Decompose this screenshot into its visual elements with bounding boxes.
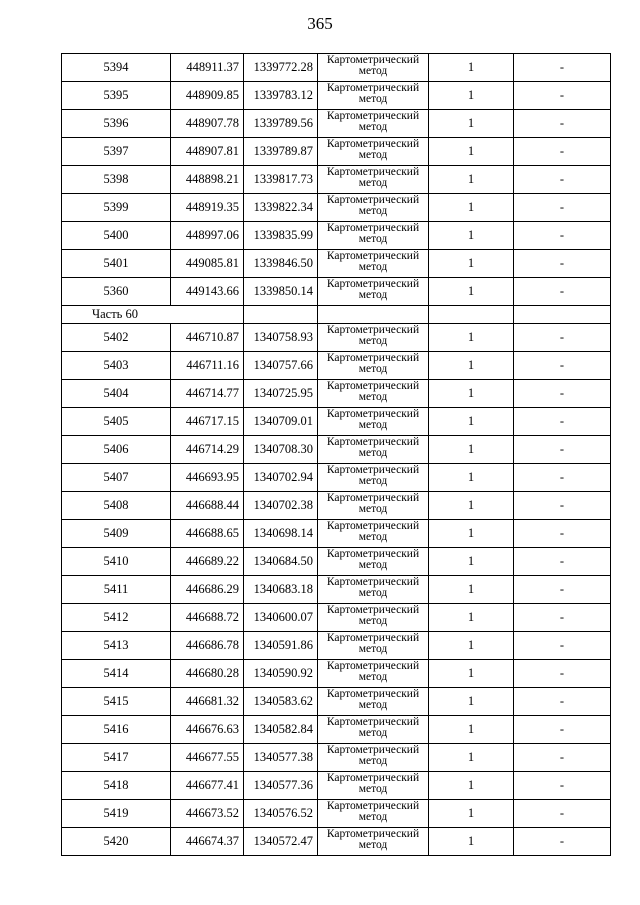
x-coordinate-cell: 446686.78 (171, 632, 244, 660)
x-coordinate-cell: 446689.22 (171, 548, 244, 576)
method-line-1: Картометрический (326, 828, 420, 840)
method-line-1: Картометрический (326, 464, 420, 476)
y-coordinate-cell: 1339817.73 (244, 166, 318, 194)
x-coordinate-cell: 446677.41 (171, 772, 244, 800)
method-cell (318, 110, 429, 138)
x-coordinate-cell: 449085.81 (171, 250, 244, 278)
method-line-1: Картометрический (326, 492, 420, 504)
x-coordinate-cell: 446681.32 (171, 688, 244, 716)
note-cell: - (514, 324, 611, 352)
count-cell: 1 (429, 138, 514, 166)
point-id-cell: 5405 (62, 408, 171, 436)
count-cell: 1 (429, 688, 514, 716)
note-cell: - (514, 54, 611, 82)
method-line-2: метод (358, 559, 388, 571)
y-coordinate-cell: 1339850.14 (244, 278, 318, 306)
method-cell (318, 492, 429, 520)
method-line-1: Картометрический (326, 250, 420, 262)
y-coordinate-cell: 1340757.66 (244, 352, 318, 380)
y-coordinate-cell: 1340758.93 (244, 324, 318, 352)
table-body (62, 54, 611, 856)
table-row (62, 492, 611, 520)
table-row (62, 632, 611, 660)
method-line-2: метод (358, 531, 388, 543)
note-cell: - (514, 352, 611, 380)
method-line-2: метод (358, 727, 388, 739)
y-coordinate-cell: 1340725.95 (244, 380, 318, 408)
method-cell (318, 324, 429, 352)
x-coordinate-cell: 448909.85 (171, 82, 244, 110)
x-coordinate-cell: 448907.78 (171, 110, 244, 138)
x-coordinate-cell: 446714.29 (171, 436, 244, 464)
point-id-cell: 5402 (62, 324, 171, 352)
count-cell: 1 (429, 800, 514, 828)
method-line-2: метод (358, 839, 388, 851)
table-row (62, 744, 611, 772)
x-coordinate-cell: 448907.81 (171, 138, 244, 166)
count-cell: 1 (429, 744, 514, 772)
note-cell: - (514, 828, 611, 856)
point-id-cell: 5411 (62, 576, 171, 604)
count-cell: 1 (429, 436, 514, 464)
y-coordinate-cell: 1340683.18 (244, 576, 318, 604)
note-cell: - (514, 250, 611, 278)
count-cell: 1 (429, 772, 514, 800)
method-line-2: метод (358, 289, 388, 301)
table-row (62, 82, 611, 110)
count-cell: 1 (429, 222, 514, 250)
count-cell: 1 (429, 110, 514, 138)
method-cell (318, 520, 429, 548)
method-cell (318, 352, 429, 380)
method-line-1: Картометрический (326, 744, 420, 756)
method-cell (318, 194, 429, 222)
count-cell: 1 (429, 54, 514, 82)
y-coordinate-cell: 1340577.38 (244, 744, 318, 772)
method-line-2: метод (358, 643, 388, 655)
point-id-cell: 5414 (62, 660, 171, 688)
x-coordinate-cell: 446674.37 (171, 828, 244, 856)
method-line-1: Картометрический (326, 222, 420, 234)
y-coordinate-cell: 1339789.56 (244, 110, 318, 138)
method-line-2: метод (358, 447, 388, 459)
x-coordinate-cell: 449143.66 (171, 278, 244, 306)
table-row (62, 138, 611, 166)
y-coordinate-cell: 1340590.92 (244, 660, 318, 688)
x-coordinate-cell: 446714.77 (171, 380, 244, 408)
section-row (62, 306, 611, 324)
note-cell: - (514, 632, 611, 660)
method-cell (318, 464, 429, 492)
x-coordinate-cell: 446673.52 (171, 800, 244, 828)
note-cell: - (514, 604, 611, 632)
section-label: Часть 60 (62, 306, 244, 324)
method-line-1: Картометрический (326, 436, 420, 448)
method-line-2: метод (358, 121, 388, 133)
method-cell (318, 576, 429, 604)
note-cell: - (514, 492, 611, 520)
note-cell: - (514, 436, 611, 464)
point-id-cell: 5401 (62, 250, 171, 278)
x-coordinate-cell: 446688.72 (171, 604, 244, 632)
method-line-2: метод (358, 783, 388, 795)
method-line-1: Картометрический (326, 54, 420, 66)
table-row (62, 772, 611, 800)
note-cell: - (514, 660, 611, 688)
method-line-1: Картометрический (326, 138, 420, 150)
table-row (62, 464, 611, 492)
note-cell: - (514, 110, 611, 138)
method-line-2: метод (358, 205, 388, 217)
method-cell (318, 380, 429, 408)
method-cell (318, 82, 429, 110)
y-coordinate-cell: 1340577.36 (244, 772, 318, 800)
count-cell: 1 (429, 408, 514, 436)
y-coordinate-cell: 1340709.01 (244, 408, 318, 436)
y-coordinate-cell: 1340600.07 (244, 604, 318, 632)
method-cell (318, 278, 429, 306)
point-id-cell: 5420 (62, 828, 171, 856)
method-line-1: Картометрический (326, 82, 420, 94)
y-coordinate-cell: 1340583.62 (244, 688, 318, 716)
count-cell: 1 (429, 278, 514, 306)
y-coordinate-cell: 1339783.12 (244, 82, 318, 110)
method-line-2: метод (358, 261, 388, 273)
method-line-2: метод (358, 93, 388, 105)
table-row (62, 194, 611, 222)
note-cell: - (514, 138, 611, 166)
table-row (62, 250, 611, 278)
point-id-cell: 5419 (62, 800, 171, 828)
method-line-2: метод (358, 671, 388, 683)
method-line-1: Картометрический (326, 110, 420, 122)
method-line-1: Картометрический (326, 166, 420, 178)
note-cell: - (514, 408, 611, 436)
point-id-cell: 5399 (62, 194, 171, 222)
point-id-cell: 5415 (62, 688, 171, 716)
note-cell: - (514, 688, 611, 716)
table-row (62, 520, 611, 548)
count-cell: 1 (429, 352, 514, 380)
method-line-1: Картометрический (326, 380, 420, 392)
note-cell: - (514, 576, 611, 604)
method-cell (318, 772, 429, 800)
y-coordinate-cell: 1339772.28 (244, 54, 318, 82)
y-coordinate-cell: 1340708.30 (244, 436, 318, 464)
note-cell: - (514, 380, 611, 408)
table-row (62, 408, 611, 436)
method-cell (318, 138, 429, 166)
method-line-2: метод (358, 755, 388, 767)
count-cell: 1 (429, 166, 514, 194)
point-id-cell: 5412 (62, 604, 171, 632)
point-id-cell: 5397 (62, 138, 171, 166)
y-coordinate-cell: 1339835.99 (244, 222, 318, 250)
method-cell (318, 54, 429, 82)
table-row (62, 380, 611, 408)
method-line-1: Картометрический (326, 408, 420, 420)
empty-cell (244, 306, 318, 324)
count-cell: 1 (429, 604, 514, 632)
y-coordinate-cell: 1340576.52 (244, 800, 318, 828)
x-coordinate-cell: 448911.37 (171, 54, 244, 82)
point-id-cell: 5410 (62, 548, 171, 576)
x-coordinate-cell: 446686.29 (171, 576, 244, 604)
point-id-cell: 5395 (62, 82, 171, 110)
method-line-2: метод (358, 65, 388, 77)
method-line-2: метод (358, 475, 388, 487)
table-row (62, 660, 611, 688)
y-coordinate-cell: 1339846.50 (244, 250, 318, 278)
empty-cell (318, 306, 429, 324)
note-cell: - (514, 166, 611, 194)
method-cell (318, 548, 429, 576)
note-cell: - (514, 194, 611, 222)
table-row (62, 688, 611, 716)
point-id-cell: 5409 (62, 520, 171, 548)
method-line-1: Картометрический (326, 632, 420, 644)
table-row (62, 604, 611, 632)
note-cell: - (514, 222, 611, 250)
table-row (62, 278, 611, 306)
method-line-2: метод (358, 699, 388, 711)
note-cell: - (514, 772, 611, 800)
method-cell (318, 408, 429, 436)
count-cell: 1 (429, 828, 514, 856)
method-cell (318, 632, 429, 660)
count-cell: 1 (429, 380, 514, 408)
method-line-2: метод (358, 615, 388, 627)
method-line-1: Картометрический (326, 548, 420, 560)
count-cell: 1 (429, 250, 514, 278)
note-cell: - (514, 716, 611, 744)
method-line-1: Картометрический (326, 520, 420, 532)
y-coordinate-cell: 1340591.86 (244, 632, 318, 660)
method-line-2: метод (358, 419, 388, 431)
y-coordinate-cell: 1340698.14 (244, 520, 318, 548)
note-cell: - (514, 82, 611, 110)
method-line-1: Картометрический (326, 324, 420, 336)
point-id-cell: 5408 (62, 492, 171, 520)
note-cell: - (514, 548, 611, 576)
method-cell (318, 436, 429, 464)
x-coordinate-cell: 446710.87 (171, 324, 244, 352)
method-line-2: метод (358, 587, 388, 599)
point-id-cell: 5417 (62, 744, 171, 772)
count-cell: 1 (429, 194, 514, 222)
method-cell (318, 800, 429, 828)
point-id-cell: 5413 (62, 632, 171, 660)
table-row (62, 324, 611, 352)
table-row (62, 800, 611, 828)
count-cell: 1 (429, 520, 514, 548)
count-cell: 1 (429, 660, 514, 688)
x-coordinate-cell: 446711.16 (171, 352, 244, 380)
point-id-cell: 5396 (62, 110, 171, 138)
method-cell (318, 688, 429, 716)
point-id-cell: 5418 (62, 772, 171, 800)
note-cell: - (514, 464, 611, 492)
point-id-cell: 5360 (62, 278, 171, 306)
x-coordinate-cell: 446680.28 (171, 660, 244, 688)
y-coordinate-cell: 1339822.34 (244, 194, 318, 222)
point-id-cell: 5416 (62, 716, 171, 744)
x-coordinate-cell: 446688.65 (171, 520, 244, 548)
x-coordinate-cell: 446693.95 (171, 464, 244, 492)
count-cell: 1 (429, 492, 514, 520)
method-line-2: метод (358, 391, 388, 403)
method-cell (318, 166, 429, 194)
method-cell (318, 828, 429, 856)
coordinates-table (61, 53, 611, 856)
method-line-1: Картометрический (326, 800, 420, 812)
method-line-2: метод (358, 335, 388, 347)
method-line-2: метод (358, 177, 388, 189)
x-coordinate-cell: 446677.55 (171, 744, 244, 772)
method-cell (318, 604, 429, 632)
method-line-2: метод (358, 503, 388, 515)
method-line-2: метод (358, 233, 388, 245)
table-row (62, 576, 611, 604)
x-coordinate-cell: 446717.15 (171, 408, 244, 436)
point-id-cell: 5394 (62, 54, 171, 82)
y-coordinate-cell: 1340684.50 (244, 548, 318, 576)
count-cell: 1 (429, 632, 514, 660)
point-id-cell: 5403 (62, 352, 171, 380)
method-line-1: Картометрический (326, 278, 420, 290)
count-cell: 1 (429, 324, 514, 352)
x-coordinate-cell: 448898.21 (171, 166, 244, 194)
point-id-cell: 5406 (62, 436, 171, 464)
method-line-1: Картометрический (326, 772, 420, 784)
method-line-1: Картометрический (326, 716, 420, 728)
table-row (62, 222, 611, 250)
x-coordinate-cell: 448997.06 (171, 222, 244, 250)
method-cell (318, 222, 429, 250)
point-id-cell: 5398 (62, 166, 171, 194)
table-row (62, 828, 611, 856)
table-row (62, 548, 611, 576)
y-coordinate-cell: 1340702.38 (244, 492, 318, 520)
count-cell: 1 (429, 716, 514, 744)
count-cell: 1 (429, 82, 514, 110)
note-cell: - (514, 744, 611, 772)
method-line-1: Картометрический (326, 352, 420, 364)
count-cell: 1 (429, 576, 514, 604)
page-number: 365 (307, 14, 333, 33)
method-cell (318, 716, 429, 744)
method-line-1: Картометрический (326, 688, 420, 700)
x-coordinate-cell: 446688.44 (171, 492, 244, 520)
table-row (62, 166, 611, 194)
table-row (62, 110, 611, 138)
method-line-2: метод (358, 149, 388, 161)
count-cell: 1 (429, 548, 514, 576)
point-id-cell: 5400 (62, 222, 171, 250)
y-coordinate-cell: 1340582.84 (244, 716, 318, 744)
method-line-2: метод (358, 363, 388, 375)
count-cell: 1 (429, 464, 514, 492)
table-row (62, 352, 611, 380)
note-cell: - (514, 800, 611, 828)
empty-cell (514, 306, 611, 324)
y-coordinate-cell: 1339789.87 (244, 138, 318, 166)
note-cell: - (514, 278, 611, 306)
method-cell (318, 250, 429, 278)
y-coordinate-cell: 1340702.94 (244, 464, 318, 492)
note-cell: - (514, 520, 611, 548)
table-row (62, 436, 611, 464)
method-line-1: Картометрический (326, 576, 420, 588)
method-line-1: Картометрический (326, 194, 420, 206)
point-id-cell: 5407 (62, 464, 171, 492)
x-coordinate-cell: 448919.35 (171, 194, 244, 222)
empty-cell (429, 306, 514, 324)
y-coordinate-cell: 1340572.47 (244, 828, 318, 856)
table-row (62, 716, 611, 744)
method-line-2: метод (358, 811, 388, 823)
x-coordinate-cell: 446676.63 (171, 716, 244, 744)
method-cell (318, 660, 429, 688)
method-line-1: Картометрический (326, 660, 420, 672)
method-line-1: Картометрический (326, 604, 420, 616)
method-cell (318, 744, 429, 772)
table-row (62, 54, 611, 82)
point-id-cell: 5404 (62, 380, 171, 408)
